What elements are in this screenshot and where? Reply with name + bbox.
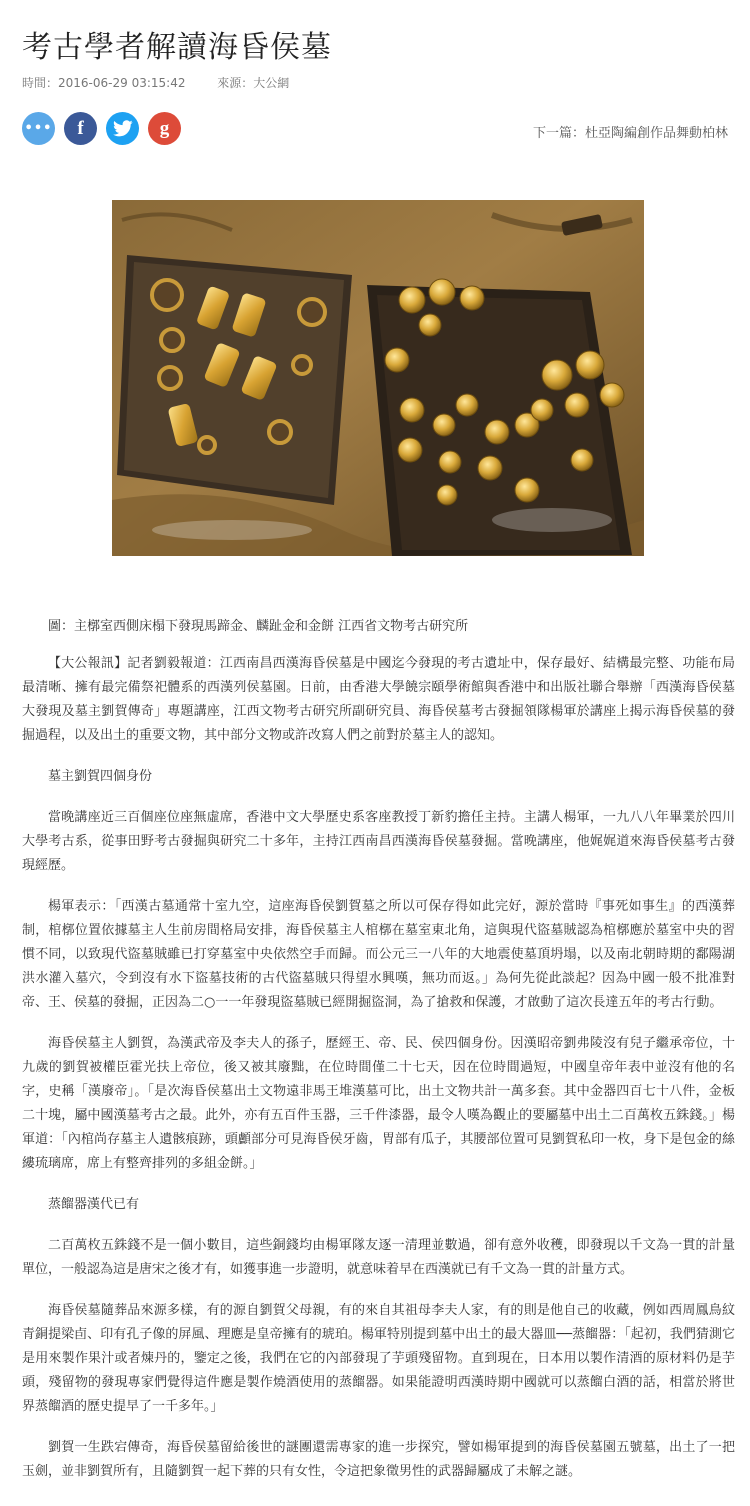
publish-time: 2016-06-29 03:15:42 bbox=[58, 76, 186, 90]
twitter-share-button[interactable] bbox=[106, 112, 139, 145]
share-bar bbox=[22, 112, 181, 145]
next-label: 下一篇： bbox=[532, 126, 585, 141]
facebook-icon: f bbox=[77, 117, 84, 139]
paragraph: 楊軍表示：「西漢古墓通常十室九空，這座海昏侯劉賀墓之所以可保存得如此完好，源於當時『事死如事生』的西漢葬制，棺槨位置依據墓主人生前房間格局安排，海昏侯墓主人棺槨在墓室東北角，這與現代盜墓賊認為棺槨應於墓室中央的習慣不同，以致現代盜墓賊雖已打穿墓室中央依然空手而歸。而公元三一八年的大地震使墓頂坍塌，以及南北朝時期的鄱陽湖洪水灌入墓穴，令到沒有水下盜墓技術的古代盜墓賊只得望水興嘆，無功而返。」為何先從此談起？因為中國一般不批准對帝、王、侯墓的發掘，正因為二○一一年發現盜墓賊已經開掘盜洞，為了搶救和保護，才啟動了這次長達五年的考古行動。 bbox=[22, 899, 735, 1010]
article-meta bbox=[22, 74, 289, 91]
paragraph: 二百萬枚五銖錢不是一個小數目，這些銅錢均由楊軍隊友逐一清理並數過，卻有意外收穫，即發現以千文為一貫的計量單位，一般認為這是唐宋之後才有，如獲事進一步證明，就意味着早在西漢就已有千文為一貫的計量方式。 bbox=[22, 1238, 735, 1277]
time-label: 時間： bbox=[22, 76, 59, 90]
paragraph: 當晚講座近三百個座位座無虛席，香港中文大學歷史系客座教授丁新豹擔任主持。主講人楊軍，一九八八年畢業於四川大學考古系，從事田野考古發掘與研究二十多年，主持江西南昌西漢海昏侯墓發掘。當晚講座，他娓娓道來海昏侯墓考古發現經歷。 bbox=[22, 810, 735, 873]
section-heading: 蒸餾器漢代已有 bbox=[48, 1197, 140, 1212]
google-share-button[interactable] bbox=[148, 112, 181, 145]
paragraph: 劉賀一生跌宕傳奇，海昏侯墓留給後世的謎團還需專家的進一步探究，譬如楊軍提到的海昏侯墓園五號墓，出土了一把玉劍，並非劉賀所有，且隨劉賀一起下葬的只有女性，令這把象徵男性的武器歸屬成了未解之謎。 bbox=[22, 1440, 735, 1479]
more-share-button[interactable] bbox=[22, 112, 55, 145]
next-article-title[interactable]: 杜亞陶編創作品舞動柏林 bbox=[584, 126, 728, 141]
twitter-bird-icon bbox=[113, 120, 133, 137]
source-label: 來源：大公網 bbox=[217, 76, 290, 90]
paragraph: 海昏侯墓隨葬品來源多樣，有的源自劉賀父母親，有的來自其祖母李夫人家，有的則是他自己的收藏，例如西周鳳鳥紋青銅提梁卣、印有孔子像的屏風、理應是皇帝擁有的琥珀。楊軍特別提到墓中出土的最大器皿──蒸餾器：「起初，我們猜測它是用來製作果汁或者煉丹的，鑒定之後，我們在它的內部發現了芋頭殘留物。直到現在，日本用以製作清酒的原材料仍是芋頭，殘留物的發現專家們覺得這件應是製作燒酒使用的蒸餾器。如果能證明西漢時期中國就可以蒸餾白酒的話，相當於將世界蒸餾酒的歷史提早了一千多年。」 bbox=[22, 1303, 735, 1414]
facebook-share-button[interactable] bbox=[64, 112, 97, 145]
more-dots-icon: ••• bbox=[24, 121, 53, 136]
paragraph: 【大公報訊】記者劉毅報道：江西南昌西漢海昏侯墓是中國迄今發現的考古遺址中，保存最好、結構最完整、功能布局最清晰、擁有最完備祭祀體系的西漢列侯墓園。日前，由香港大學饒宗頤學術館與香港中和出版社聯合舉辦「西漢海昏侯墓大發現及墓主劉賀傳奇」專題講座，江西文物考古研究所副研究員、海昏侯墓考古發掘領隊楊軍於講座上揭示海昏侯墓的發掘過程，以及出土的重要文物，其中部分文物或許改寫人們之前對於墓主人的認知。 bbox=[22, 656, 735, 743]
next-article-link[interactable] bbox=[533, 122, 728, 141]
paragraph: 海昏侯墓主人劉賀，為漢武帝及李夫人的孫子，歷經王、帝、民、侯四個身份。因漢昭帝劉弗陵沒有兒子繼承帝位，十九歲的劉賀被權臣霍光扶上帝位，後又被其廢黜，在位時間僅二十七天，因在位時間過短，中國皇帝年表中並沒有他的名字，史稱「漢廢帝」。「是次海昏侯墓出土文物遠非馬王堆漢墓可比，出土文物共計一萬多套。其中金器四百七十八件，金板二十塊，屬中國漢墓考古之最。此外，亦有五百件玉器，三千件漆器，最令人嘆為觀止的要屬墓中出土二百萬枚五銖錢。」楊軍道：「內棺尚存墓主人遺骸痕跡，頭顱部分可見海昏侯牙齒，胃部有瓜子，其腰部位置可見劉賀私印一枚，身下是包金的絲縷琉璃席，席上有整齊排列的多組金餅。」 bbox=[22, 1036, 735, 1171]
section-heading: 墓主劉賀四個身份 bbox=[48, 769, 153, 784]
google-g-icon: g bbox=[159, 117, 170, 139]
article-body bbox=[22, 652, 735, 1501]
article-title: 考古學者解讀海昏侯墓 bbox=[22, 30, 332, 65]
photo-caption: 圖：主槨室西側床榻下發現馬蹄金、麟趾金和金餅 江西省文物考古研究所 bbox=[48, 619, 469, 634]
excavation-photo bbox=[112, 200, 644, 556]
